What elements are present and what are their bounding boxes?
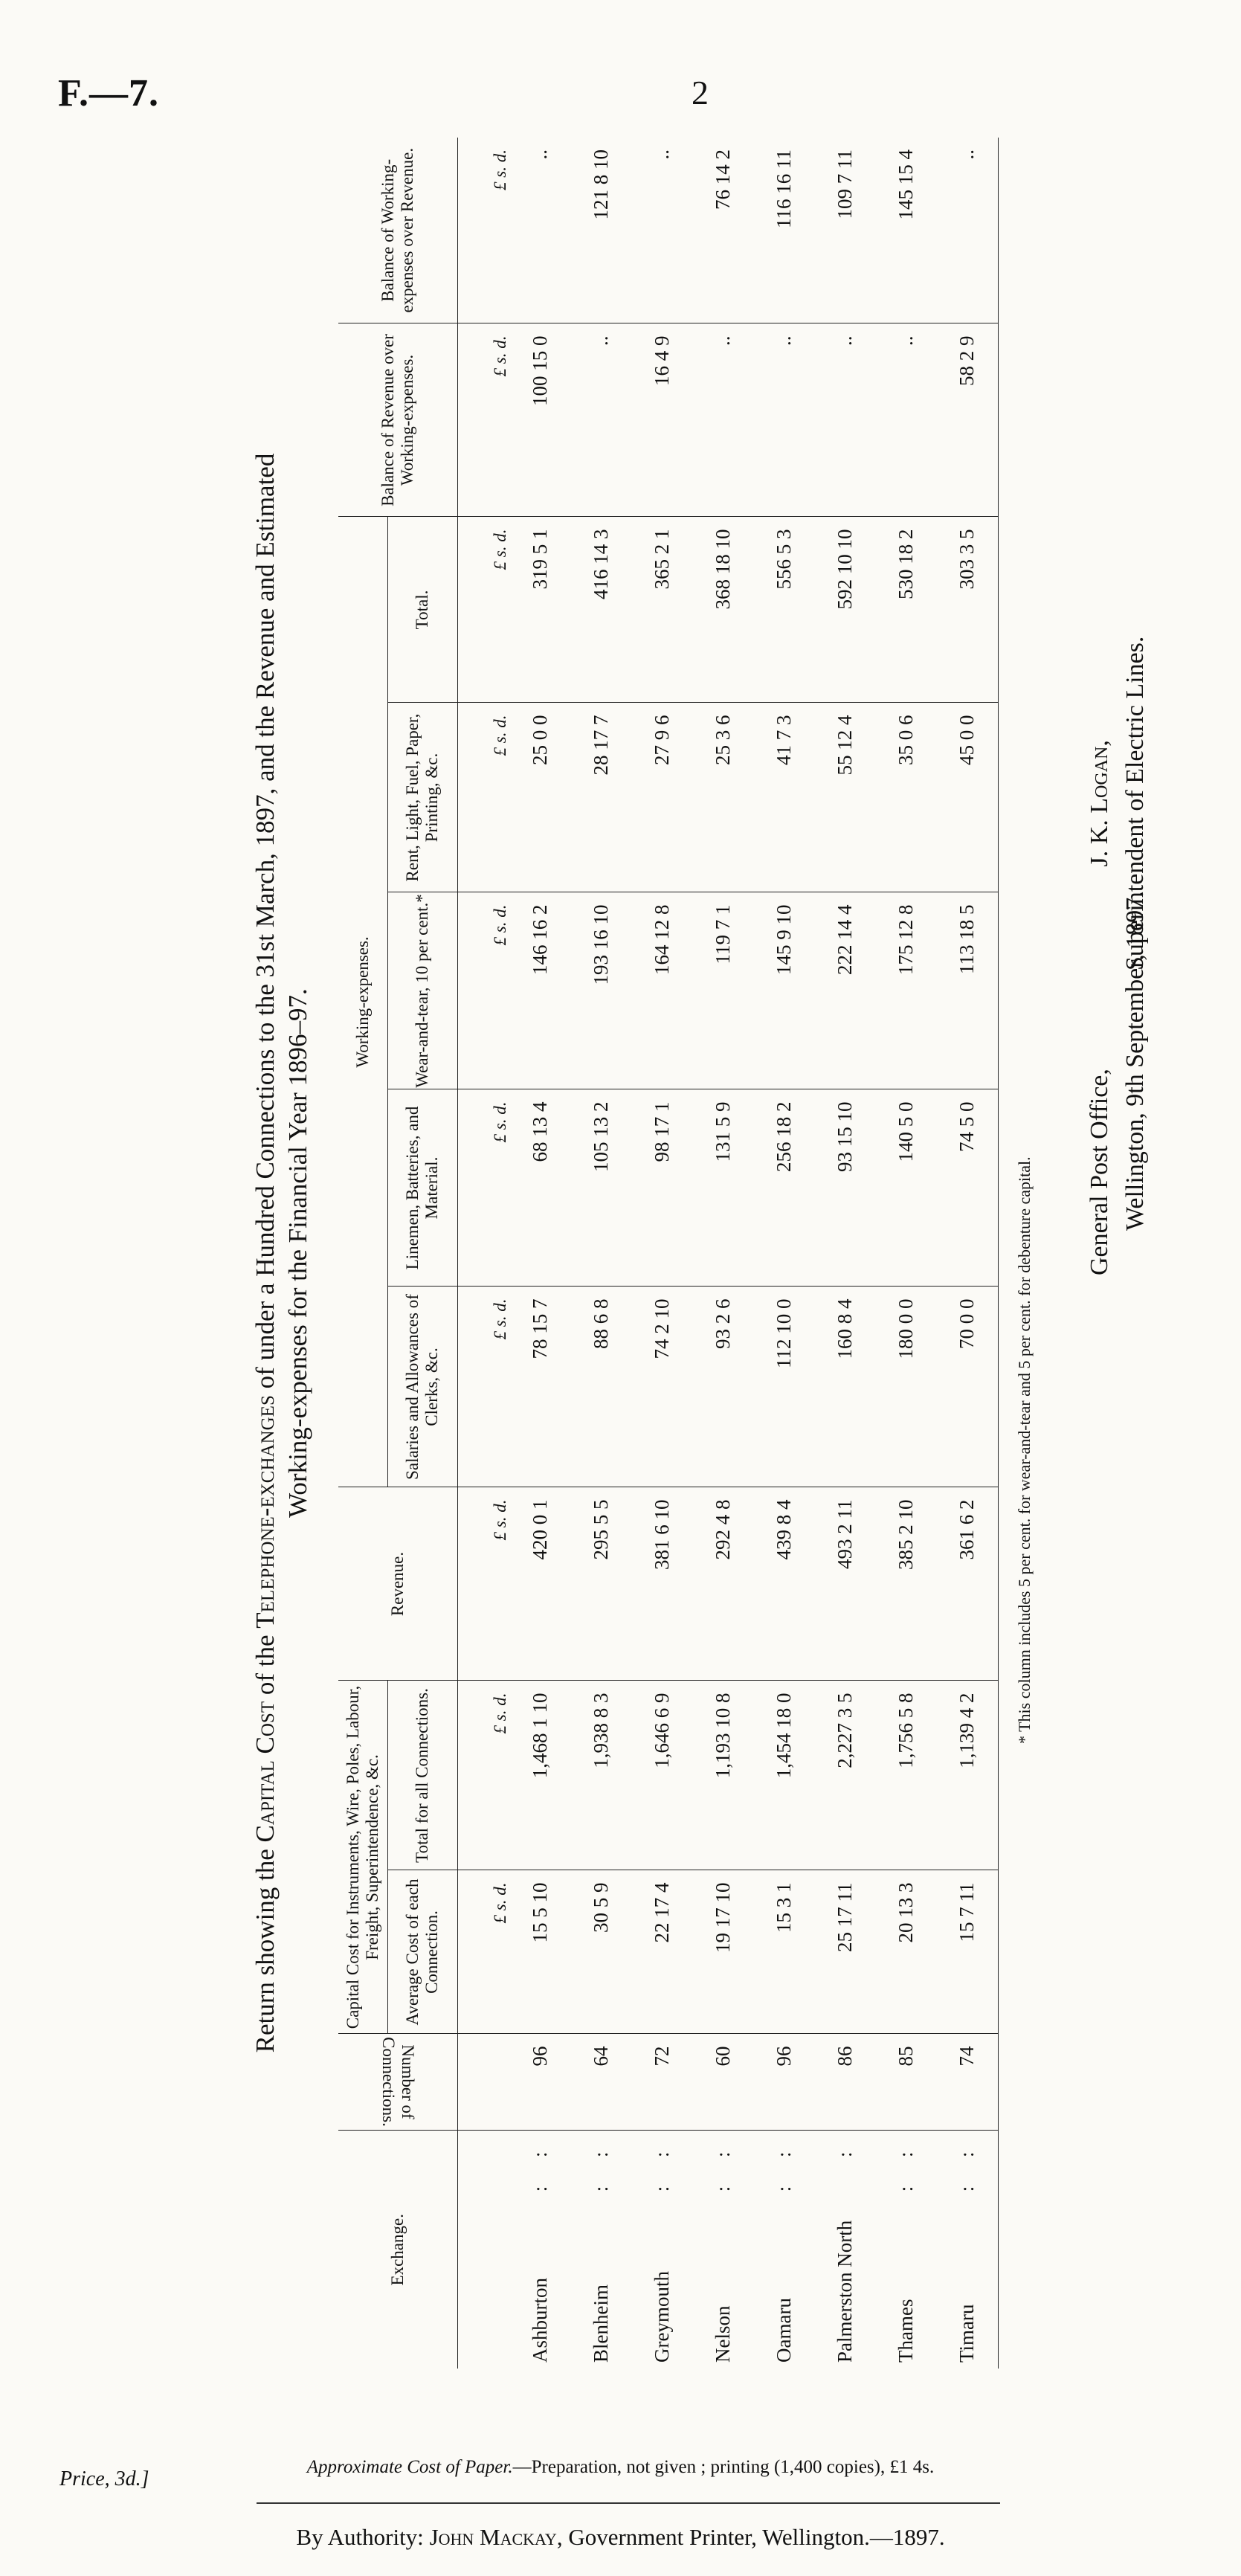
- paper-cost-note: [0, 2457, 1241, 2478]
- cell-exchange: Greymouth: [651, 2271, 673, 2363]
- cell-salaries: 93 2 6: [693, 1287, 754, 1487]
- col-header-balance-working: Balance of Working-expenses over Revenue.: [338, 138, 457, 323]
- cell-revenue: 493 2 11: [815, 1487, 876, 1681]
- cell-balance-revenue: 58 2 9: [937, 323, 999, 517]
- cell-total: 556 5 3: [754, 517, 815, 703]
- cell-linemen: 98 17 1: [632, 1089, 693, 1287]
- cell-exchange: Timaru: [955, 2304, 978, 2363]
- title-mid: of the: [251, 1628, 280, 1701]
- unit-label: £ s. d.: [457, 517, 510, 703]
- cell-total-all: 1,454 18 0: [754, 1681, 815, 1870]
- cell-total-all: 1,193 10 8: [693, 1681, 754, 1870]
- unit-label: £ s. d.: [457, 703, 510, 892]
- cell-rent: 41 7 3: [754, 703, 815, 892]
- cell-total-all: 1,646 6 9: [632, 1681, 693, 1870]
- cell-leader-dots: : :: [773, 2139, 795, 2192]
- cell-rent: 25 3 6: [693, 703, 754, 892]
- cell-total: 416 14 3: [571, 517, 632, 703]
- cell-average-cost: 15 5 10: [510, 1870, 571, 2034]
- col-header-balance-revenue: Balance of Revenue over Working-expenses.: [338, 323, 457, 517]
- col-header-wear-and-tear: Wear-and-tear, 10 per cent.*: [387, 892, 457, 1089]
- cell-average-cost: 19 17 10: [693, 1870, 754, 2034]
- exchanges-table: [338, 138, 1003, 2369]
- cell-average-cost: 22 17 4: [632, 1870, 693, 2034]
- footnote: * This column includes 5 per cent. for wear-and-tear and 5 per cent. for debenture capital.: [1015, 1156, 1034, 1744]
- cell-balance-revenue: 100 15 0: [510, 323, 571, 517]
- col-header-average-cost: Average Cost of each Connection.: [387, 1870, 457, 2034]
- cell-revenue: 439 8 4: [754, 1487, 815, 1681]
- col-header-capital-cost: Capital Cost for Instruments, Wire, Poles, Labour, Freight, Superintendence, &c.: [338, 1681, 387, 2034]
- cell-total: 530 18 2: [876, 517, 937, 703]
- cell-balance-revenue: 16 4 9: [632, 323, 693, 517]
- unit-label: £ s. d.: [457, 1681, 510, 1870]
- page-number: 2: [692, 74, 709, 112]
- authority-suffix: , Government Printer, Wellington.—1897.: [556, 2524, 945, 2550]
- cell-average-cost: 15 7 11: [937, 1870, 999, 2034]
- cell-leader-dots: : :: [651, 2139, 673, 2192]
- col-header-working-expenses: Working-expenses.: [338, 517, 387, 1487]
- cell-exchange: Oamaru: [773, 2298, 795, 2363]
- unit-label: £ s. d.: [457, 1287, 510, 1487]
- cell-balance-working: 145 15 4: [876, 138, 937, 323]
- cell-balance-revenue: ..: [571, 323, 632, 517]
- cell-average-cost: 30 5 9: [571, 1870, 632, 2034]
- cell-balance-revenue: ..: [693, 323, 754, 517]
- col-header-rent: Rent, Light, Fuel, Paper, Printing, &c.: [387, 703, 457, 892]
- unit-label: £ s. d.: [457, 1089, 510, 1287]
- cell-wear: 193 16 10: [571, 892, 632, 1089]
- cell-salaries: 74 2 10: [632, 1287, 693, 1487]
- printer-imprint: [0, 2524, 1241, 2551]
- cell-total: 303 3 5: [937, 517, 999, 703]
- connections-header-text: Number of Connections.: [378, 2037, 417, 2128]
- cell-linemen: 131 5 9: [693, 1089, 754, 1287]
- cell-exchange: Blenheim: [590, 2284, 612, 2363]
- cell-salaries: 160 8 4: [815, 1287, 876, 1487]
- cell-total-all: 2,227 3 5: [815, 1681, 876, 1870]
- cell-total-all: 1,938 8 3: [571, 1681, 632, 1870]
- title-telephone-exchanges: Telephone-exchanges: [251, 1395, 280, 1629]
- cell-total: 365 2 1: [632, 517, 693, 703]
- cell-leader-dots: :: [834, 2139, 856, 2158]
- cell-linemen: 140 5 0: [876, 1089, 937, 1287]
- cell-rent: 28 17 7: [571, 703, 632, 892]
- title-line2: Working-expenses for the Financial Year 1896–97.: [283, 988, 312, 1518]
- unit-label: £ s. d.: [457, 138, 510, 323]
- document-id: F.—7.: [58, 72, 159, 115]
- cell-balance-revenue: ..: [815, 323, 876, 517]
- cell-leader-dots: : :: [529, 2139, 551, 2192]
- col-header-total-all-connections: Total for all Connections.: [387, 1681, 457, 1870]
- cell-balance-working: 76 14 2: [693, 138, 754, 323]
- table-row: [571, 138, 632, 2369]
- signature-block: [1082, 637, 1153, 970]
- cell-total: 319 5 1: [510, 517, 571, 703]
- cell-wear: 113 18 5: [937, 892, 999, 1089]
- cell-total-all: 1,468 1 10: [510, 1681, 571, 1870]
- cell-connections: 96: [754, 2034, 815, 2131]
- rotated-return-table-block: [249, 138, 1216, 2369]
- cell-revenue: 385 2 10: [876, 1487, 937, 1681]
- cell-balance-working: 116 16 11: [754, 138, 815, 323]
- cell-revenue: 420 0 1: [510, 1487, 571, 1681]
- cell-balance-working: ..: [632, 138, 693, 323]
- cell-salaries: 180 0 0: [876, 1287, 937, 1487]
- col-header-exchange: Exchange.: [338, 2131, 457, 2369]
- cell-salaries: 78 15 7: [510, 1287, 571, 1487]
- table-row: [937, 138, 999, 2369]
- signatory-title: Superintendent of Electric Lines.: [1121, 636, 1149, 970]
- cell-salaries: 112 10 0: [754, 1287, 815, 1487]
- cell-balance-revenue: ..: [876, 323, 937, 517]
- col-header-total: Total.: [387, 517, 457, 703]
- title-suffix: of under a Hundred Connections to the 31st March, 1897, and the Revenue and Estimated: [251, 453, 280, 1396]
- cell-leader-dots: : :: [895, 2139, 917, 2192]
- footer-rule: [257, 2502, 1000, 2504]
- table-row: [815, 138, 876, 2369]
- cell-linemen: 93 15 10: [815, 1089, 876, 1287]
- cell-linemen: 68 13 4: [510, 1089, 571, 1287]
- col-header-linemen: Linemen, Batteries, and Material.: [387, 1089, 457, 1287]
- cell-rent: 45 0 0: [937, 703, 999, 892]
- cell-wear: 222 14 4: [815, 892, 876, 1089]
- price: Price, 3d.]: [59, 2467, 149, 2490]
- cell-revenue: 295 5 5: [571, 1487, 632, 1681]
- cell-balance-working: 109 7 11: [815, 138, 876, 323]
- cell-total-all: 1,139 4 2: [937, 1681, 999, 1870]
- unit-label: £ s. d.: [457, 892, 510, 1089]
- cell-rent: 25 0 0: [510, 703, 571, 892]
- table-row: [693, 138, 754, 2369]
- signatory-name: J. K. Logan,: [1086, 740, 1113, 867]
- date-line: Wellington, 9th September, 1897.: [1121, 891, 1149, 1231]
- cell-revenue: 361 6 2: [937, 1487, 999, 1681]
- cell-linemen: 74 5 0: [937, 1089, 999, 1287]
- cell-connections: 72: [632, 2034, 693, 2131]
- cell-connections: 85: [876, 2034, 937, 2131]
- col-header-salaries: Salaries and Allowances of Clerks, &c.: [387, 1287, 457, 1487]
- cell-connections: 74: [937, 2034, 999, 2131]
- return-title: [249, 138, 315, 2369]
- unit-label: £ s. d.: [457, 323, 510, 517]
- cell-average-cost: 25 17 11: [815, 1870, 876, 2034]
- cell-balance-working: 121 8 10: [571, 138, 632, 323]
- cell-balance-working: ..: [937, 138, 999, 323]
- authority-prefix: By Authority:: [296, 2524, 430, 2550]
- cell-exchange: Ashburton: [529, 2278, 551, 2363]
- cell-exchange: Palmerston North: [834, 2220, 856, 2363]
- cell-exchange: Nelson: [712, 2305, 734, 2363]
- cell-linemen: 256 18 2: [754, 1089, 815, 1287]
- unit-label: £ s. d.: [457, 1487, 510, 1681]
- cell-connections: 86: [815, 2034, 876, 2131]
- table-row: [754, 138, 815, 2369]
- cell-average-cost: 20 13 3: [876, 1870, 937, 2034]
- table-row: [876, 138, 937, 2369]
- cell-revenue: 292 4 8: [693, 1487, 754, 1681]
- paper-cost-text: —Preparation, not given ; printing (1,400 copies), £1 4s.: [512, 2457, 935, 2477]
- cell-leader-dots: : :: [590, 2139, 612, 2192]
- cell-balance-revenue: ..: [754, 323, 815, 517]
- table-row: [510, 138, 571, 2369]
- printer-name: John Mackay: [429, 2524, 557, 2550]
- cell-wear: 145 9 10: [754, 892, 815, 1089]
- cell-connections: 60: [693, 2034, 754, 2131]
- cell-wear: 146 16 2: [510, 892, 571, 1089]
- cell-revenue: 381 6 10: [632, 1487, 693, 1681]
- cell-rent: 35 0 6: [876, 703, 937, 892]
- cell-rent: 55 12 4: [815, 703, 876, 892]
- cell-leader-dots: : :: [712, 2139, 734, 2192]
- table-row: [632, 138, 693, 2369]
- cell-total: 592 10 10: [815, 517, 876, 703]
- col-header-revenue: Revenue.: [338, 1487, 457, 1681]
- col-header-connections: [338, 2034, 457, 2131]
- cell-connections: 96: [510, 2034, 571, 2131]
- place: General Post Office,: [1086, 1069, 1113, 1275]
- units-row: [457, 138, 510, 2369]
- cell-total-all: 1,756 5 8: [876, 1681, 937, 1870]
- cell-linemen: 105 13 2: [571, 1089, 632, 1287]
- table-bottom-rule: [998, 138, 1003, 2369]
- cell-total: 368 18 10: [693, 517, 754, 703]
- cell-exchange: Thames: [895, 2299, 917, 2363]
- cell-salaries: 70 0 0: [937, 1287, 999, 1487]
- cell-salaries: 88 6 8: [571, 1287, 632, 1487]
- cell-leader-dots: : :: [955, 2139, 978, 2192]
- unit-label: £ s. d.: [457, 1870, 510, 2034]
- cell-connections: 64: [571, 2034, 632, 2131]
- cell-wear: 164 12 8: [632, 892, 693, 1089]
- title-capital-cost: Capital Cost: [251, 1701, 280, 1843]
- cell-average-cost: 15 3 1: [754, 1870, 815, 2034]
- paper-cost-label: Approximate Cost of Paper.: [306, 2457, 513, 2477]
- cell-wear: 175 12 8: [876, 892, 937, 1089]
- title-prefix: Return showing the: [251, 1842, 280, 2053]
- cell-rent: 27 9 6: [632, 703, 693, 892]
- cell-balance-working: ..: [510, 138, 571, 323]
- cell-wear: 119 7 1: [693, 892, 754, 1089]
